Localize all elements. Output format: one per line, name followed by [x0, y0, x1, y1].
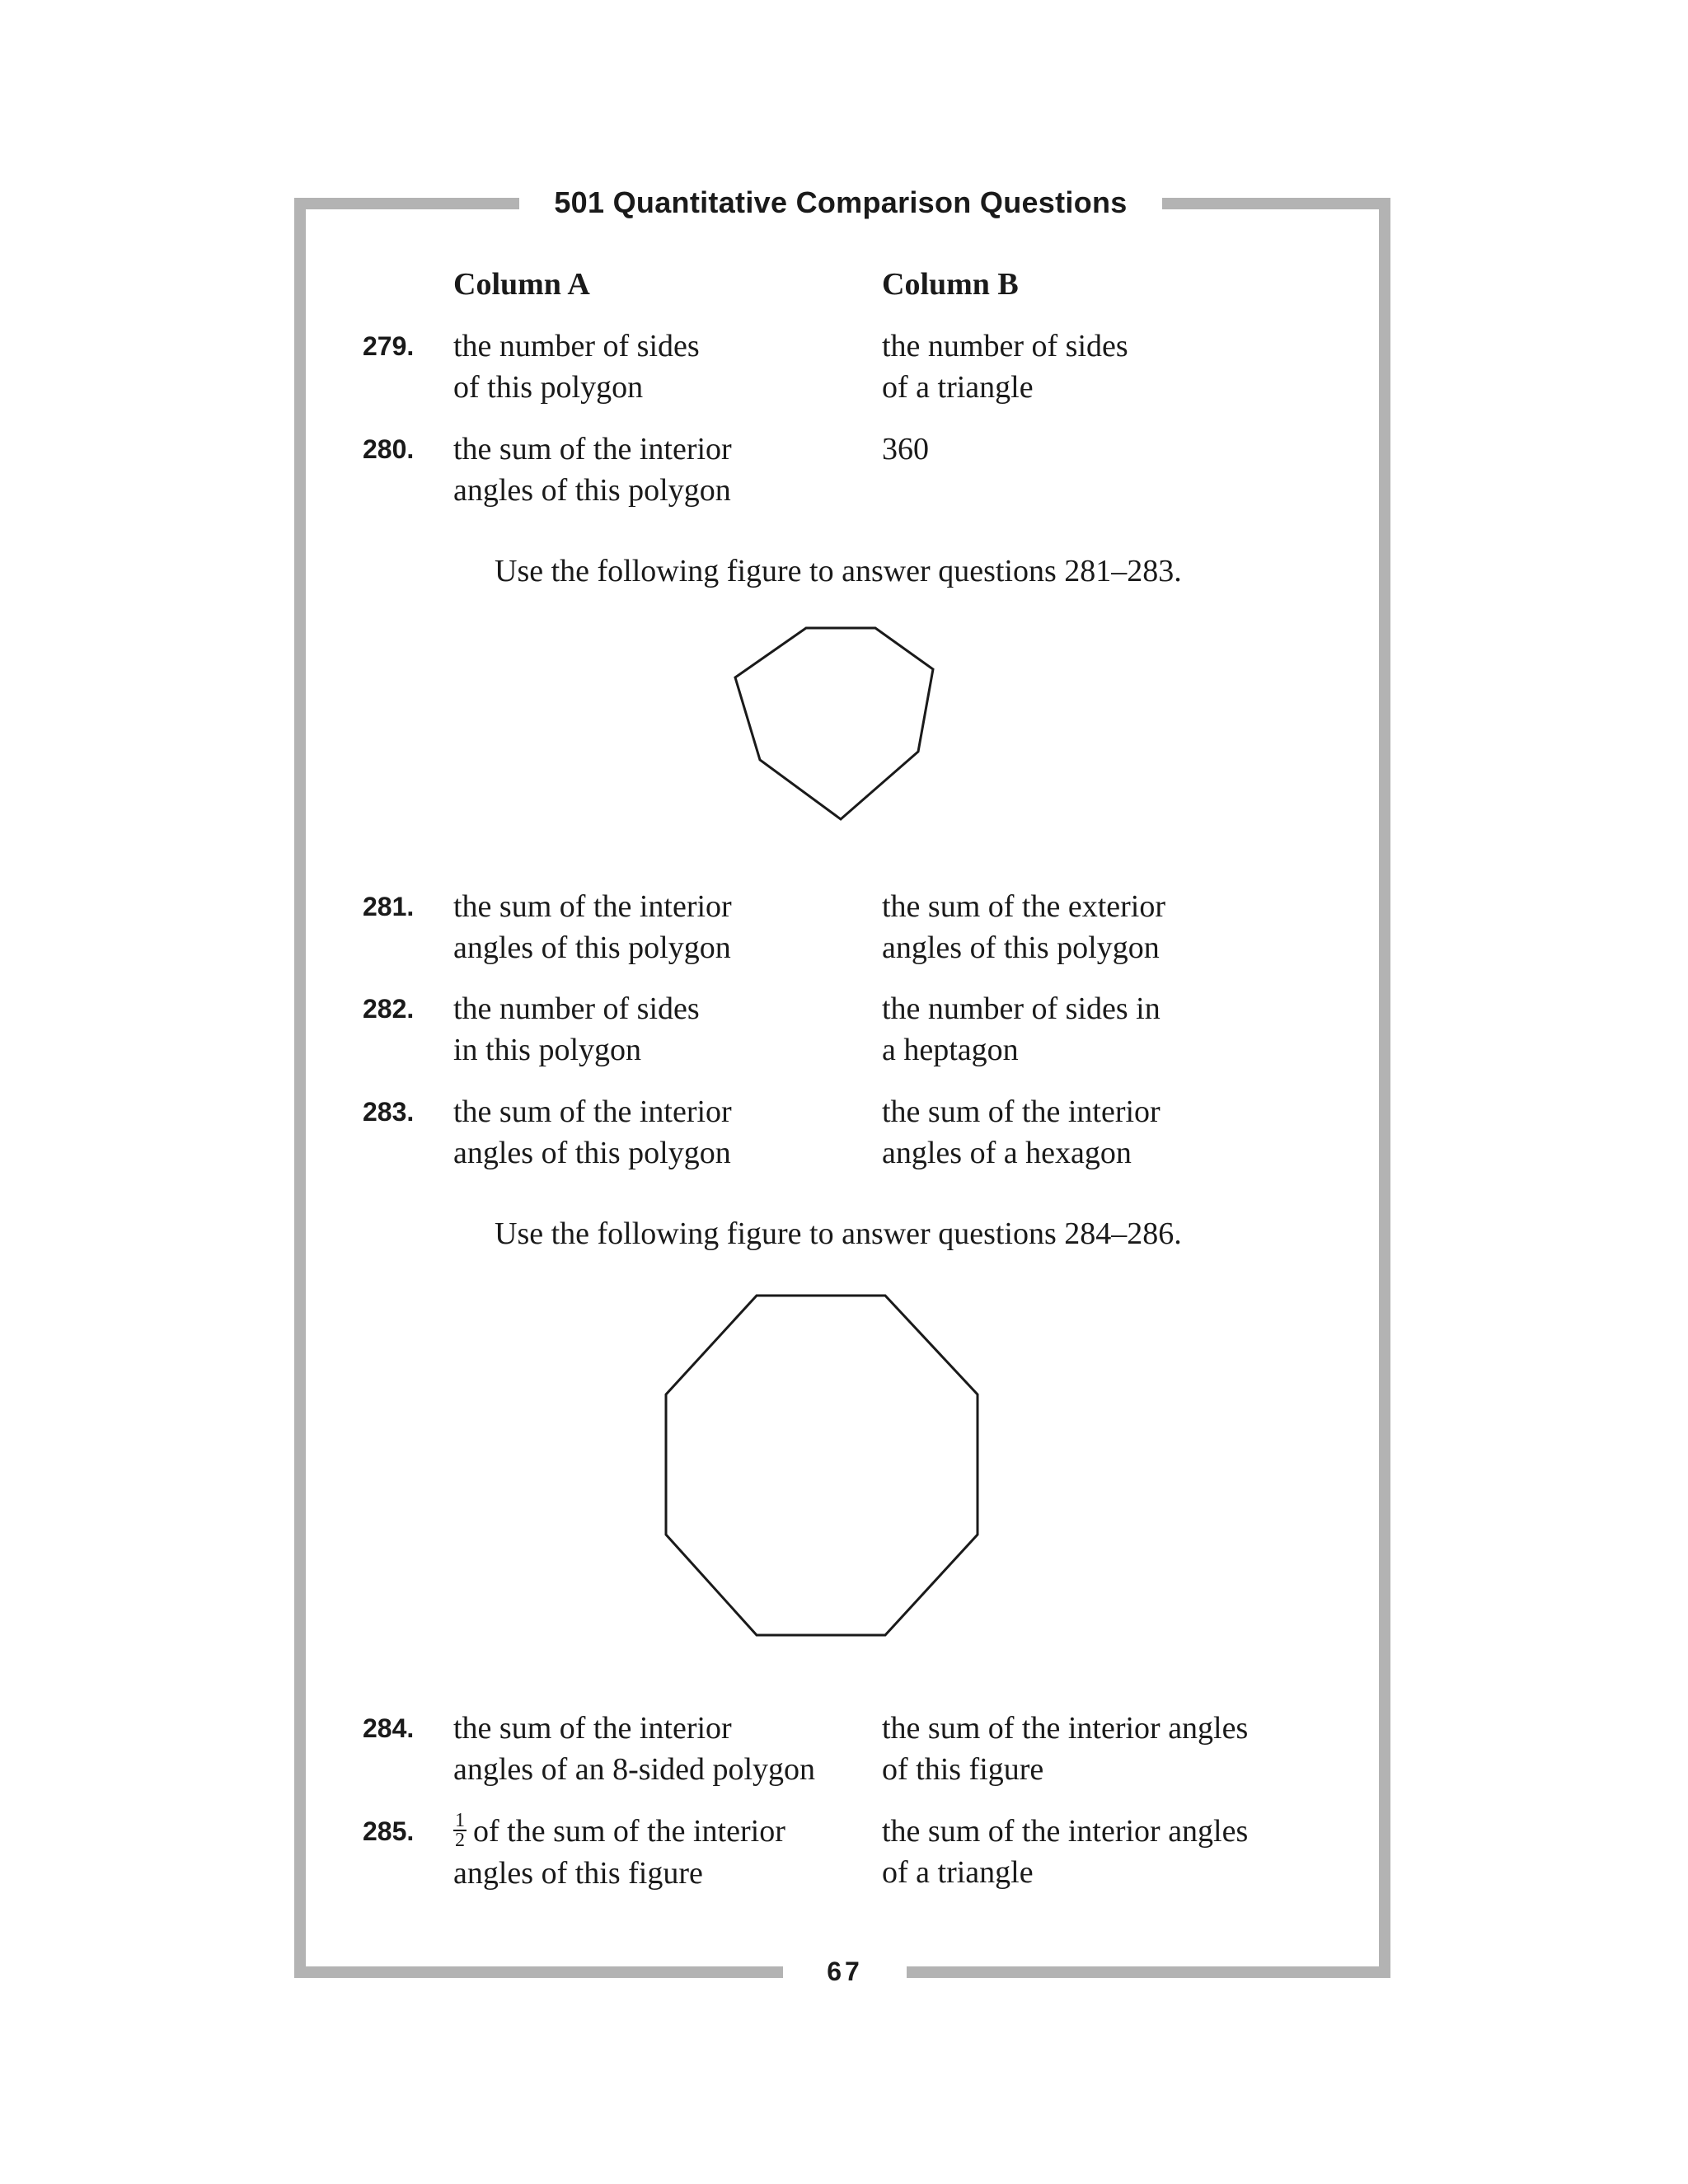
text-line: angles of this polygon: [882, 930, 1160, 965]
column-b-text: [882, 1811, 1311, 1893]
text-line: angles of an 8-sided polygon: [453, 1752, 816, 1787]
fraction-one-half: [453, 1810, 467, 1852]
fraction-numerator: 1: [455, 1810, 465, 1832]
text-line: angles of a hexagon: [882, 1136, 1132, 1170]
text-line: of a triangle: [882, 370, 1034, 405]
text-line: the sum of the interior angles: [882, 1711, 1249, 1746]
text-line: the sum of the interior angles: [882, 1814, 1249, 1849]
text-line: the number of sides: [882, 329, 1128, 363]
question-number: 285.: [363, 1816, 415, 1846]
column-a-text: [453, 988, 865, 1071]
text-line: the sum of the interior: [453, 432, 732, 466]
question-280: [363, 429, 1368, 519]
text-line: the number of sides in: [882, 991, 1160, 1026]
column-b-text: [882, 886, 1311, 968]
text-line: the sum of the interior: [453, 1094, 732, 1129]
frame-border-bottom-left: [294, 1966, 783, 1978]
frame-border-bottom-right: [907, 1966, 1390, 1978]
text-line: angles of this figure: [453, 1856, 703, 1891]
running-head: 501 Quantitative Comparison Questions: [554, 185, 1128, 219]
column-a-text: [453, 1708, 865, 1790]
column-a-text: [453, 886, 865, 968]
column-a-text: [453, 326, 865, 408]
fraction-denominator: 2: [455, 1830, 465, 1852]
octagon-shape: [666, 1296, 978, 1635]
text-line: angles of this polygon: [453, 473, 731, 508]
column-b-text: [882, 1708, 1311, 1790]
question-number: 284.: [363, 1713, 415, 1743]
question-282: [363, 988, 1368, 1079]
column-a-text: [453, 1091, 865, 1174]
text-line: the sum of the interior: [882, 1094, 1160, 1129]
column-b-text: [882, 326, 1311, 408]
question-281: [363, 886, 1368, 977]
column-b-text: [882, 1091, 1311, 1174]
text-line: angles of this polygon: [453, 930, 731, 965]
question-284: [363, 1708, 1368, 1798]
figure-instruction-1: Use the following figure to answer questions 281–283.: [495, 554, 1182, 588]
question-number: 279.: [363, 331, 415, 361]
text-line: angles of this polygon: [453, 1136, 731, 1170]
frame-border-left: [294, 198, 306, 1978]
column-a-text: [453, 1811, 865, 1894]
text-line: the sum of the interior: [453, 1711, 732, 1746]
question-285: [363, 1811, 1368, 1901]
question-279: [363, 326, 1368, 416]
text-line: of this figure: [882, 1752, 1044, 1787]
text-line: the number of sides: [453, 329, 700, 363]
text-line: a heptagon: [882, 1033, 1019, 1067]
text-line: in this polygon: [453, 1033, 642, 1067]
column-a-header: Column A: [453, 267, 590, 302]
heptagon-figure: [725, 618, 948, 832]
frame-border-top-left: [294, 198, 519, 209]
frame-border-right: [1379, 198, 1390, 1978]
column-b-text: [882, 988, 1311, 1071]
question-283: [363, 1091, 1368, 1182]
text-line: 360: [882, 432, 929, 466]
text-line: of a triangle: [882, 1855, 1034, 1890]
column-a-text: [453, 429, 865, 511]
figure-instruction-2: Use the following figure to answer questions 284–286.: [495, 1216, 1182, 1251]
question-number: 281.: [363, 892, 415, 921]
question-number: 283.: [363, 1097, 415, 1127]
text-line: the sum of the interior: [453, 889, 732, 924]
text-line: of this polygon: [453, 370, 644, 405]
column-b-header: Column B: [882, 267, 1019, 302]
octagon-figure: [659, 1286, 989, 1648]
text-line-with-fraction: [453, 1811, 865, 1853]
column-b-text: [882, 429, 1311, 470]
frame-border-top-right: [1162, 198, 1390, 209]
question-number: 280.: [363, 434, 415, 464]
text-line: of the sum of the interior: [473, 1814, 785, 1849]
page-number: 67: [827, 1957, 863, 1986]
heptagon-shape: [735, 628, 933, 819]
text-line: the sum of the exterior: [882, 889, 1166, 924]
question-number: 282.: [363, 994, 415, 1024]
text-line: the number of sides: [453, 991, 700, 1026]
